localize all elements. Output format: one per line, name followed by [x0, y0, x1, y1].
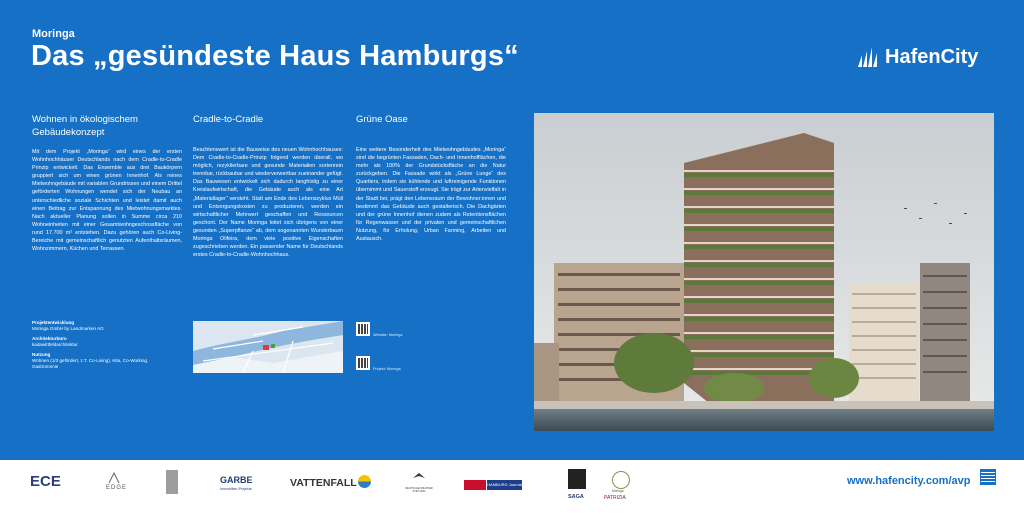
- credit-label: Projektentwicklung: [32, 320, 75, 325]
- column-heading-line: Wohnen in ökologischem: [32, 114, 138, 125]
- project-credits: [32, 320, 172, 374]
- column-body: Eine weitere Besonderheit des Mietwohngebäudes „Moringa“ sind die begrünten Fassaden, Dach- und Innenhofflächen, die mehr als 100% der Grundstücksfläche an die Natur zurückgeben. Die Fassade wirkt als „Grüne Lunge“ des Quartiers, indem sie kühlende und luftreinigende Funktionen übernimmt und Sauerstoff erzeugt. Sie trägt zur Artenvielfalt in der Stadt bei, prägt den Lebensraum der Bewohner:innen und bestimmt das Gebäude auch gestalterisch. Die Dachgärten und der grüne Innenhof dienen zudem als Retentionsflächen für Regenwasser und der privaten und gemeinschaftlichen Nutzung, für Erholung, Urban Farming, Arbeiten und Austausch.: [356, 147, 506, 243]
- moringa-logo-icon: [612, 471, 630, 489]
- credit-label: Architekturbüro: [32, 336, 67, 341]
- column-gruene-oase: [356, 113, 506, 243]
- sponsor-logo-hamburg-journal: HAMBURG Journal: [487, 480, 522, 490]
- column-wohnen: [32, 113, 182, 253]
- project-eyebrow: Moringa: [32, 28, 75, 40]
- credit-entry: [32, 320, 172, 332]
- sponsor-logo-ece: ECE: [30, 473, 61, 490]
- sponsor-footer: [0, 460, 1024, 521]
- hafencity-logo: [856, 46, 978, 69]
- edge-mark-icon: [108, 471, 120, 483]
- sponsor-logo-vattenfall: VATTENFALL: [290, 477, 357, 489]
- sponsor-logo-moringa: Moringa: [612, 489, 624, 493]
- location-map: [193, 321, 343, 373]
- column-body: Beachtenswert ist die Bauweise des neuen Wohnhochhauses: Dem Cradle-to-Cradle-Prinzip folgend werden überall, wo möglich, rezyklierbare und gesunde Materialien sortenrein trennbar, rückbaubar und wiederverwertbar zueinander gefügt. Das Bauwesen entwickelt sich dadurch langfristig zu einer Kreislaufwirtschaft, die Gebäude auch als eine Art „Materiallager“ versteht. Statt am Ende des Lebenszyklus Müll und Entsorgungskosten zu produzieren, werden ein wirtschaftlicher Mehrwert geschaffen und Ressourcen geschont. Der Name Moringa leitet sich übrigens von einer gesunden „Superpflanze“ ab, dem sogenannten Wunderbaum Moringa Olifeira, dem viele positive Eigenschaften zugeschrieben werden. Ein passender Name für Deutschlands erstes Cradle-to-Cradle-Wohnhochhaus.: [193, 147, 343, 259]
- credit-value: kadawittfeldarchitektur: [32, 342, 78, 347]
- hafencity-logo-text: HafenCity: [885, 46, 979, 68]
- qr-label: Website: Moringa: [373, 333, 403, 337]
- column-heading: Grüne Oase: [356, 114, 408, 125]
- hafencity-logo-icon: [856, 47, 878, 69]
- sponsor-logo-garbe-sub: Immobilien-Projekte: [220, 487, 252, 491]
- tower-logo-icon: [166, 470, 178, 494]
- column-heading: Cradle-to-Cradle: [193, 114, 264, 125]
- qr-code-icon[interactable]: [356, 356, 370, 370]
- credit-entry: [32, 352, 172, 370]
- qr-label: Projekt: Moringa: [373, 367, 401, 371]
- credit-value: Wohnen (1/3 gefördert, z.T. Co-Living), Kita, Co-Working, Gastronomie: [32, 358, 149, 369]
- vattenfall-sun-icon: [358, 475, 371, 488]
- hospital-logo-icon: [568, 469, 586, 489]
- credit-entry: [32, 336, 172, 348]
- bird-logo-icon: [412, 470, 426, 484]
- credit-label: Nutzung: [32, 352, 51, 357]
- sponsor-logo-edge: EDGE: [106, 485, 128, 491]
- sponsor-logo-wildtier: DEUTSCHE WILDTIER STIFTUNG: [405, 487, 433, 494]
- qr-code-icon[interactable]: [356, 322, 370, 336]
- ndr-logo-icon: [464, 480, 486, 490]
- footer-qr-code-icon[interactable]: [980, 469, 996, 485]
- column-heading-line: Gebäudekonzept: [32, 127, 105, 138]
- poster-title: Das „gesündeste Haus Hamburgs“: [31, 40, 519, 72]
- building-rendering-image: [534, 113, 994, 431]
- website-link[interactable]: www.hafencity.com/avp: [847, 475, 971, 487]
- sponsor-logo-saga: SAGA: [568, 494, 584, 500]
- credit-value: Moringa GmbH by Landmarken AG: [32, 326, 104, 331]
- column-heading: [32, 113, 182, 139]
- sponsor-logo-garbe: GARBE: [220, 475, 253, 485]
- column-cradle: [193, 113, 343, 259]
- sponsor-logo-patrizia: PATRIZIA: [604, 495, 626, 501]
- column-body: Mit dem Projekt „Moringa“ wird eines der ersten Wohnhochhäuser Deutschlands nach dem Cradle-to-Cradle Prinzip entwickelt. Das Ensemble aus drei Baukörpern gruppiert sich um einen grünen Innenhof. Als reines Mietwohngebäude mit variablen Grundrissen und einem Drittel geförderten Wohnungen wendet sich der Neubau an unterschiedliche soziale Schichten und leistet damit auch einen Beitrag zur Entspannung des Mietwohnungsmarktes. Nach aktueller Planung sollen in Summe circa 210 Wohneinheiten mit einer Gesamtwohngeschossfläche von rund 17.700 m² entstehen. Dazu gehören auch Co-Living-Bereiche mit gemeinschaftlich genutzten Aufenthaltsräumen, Wohnzimmern, Küchen und Terrassen.: [32, 149, 182, 253]
